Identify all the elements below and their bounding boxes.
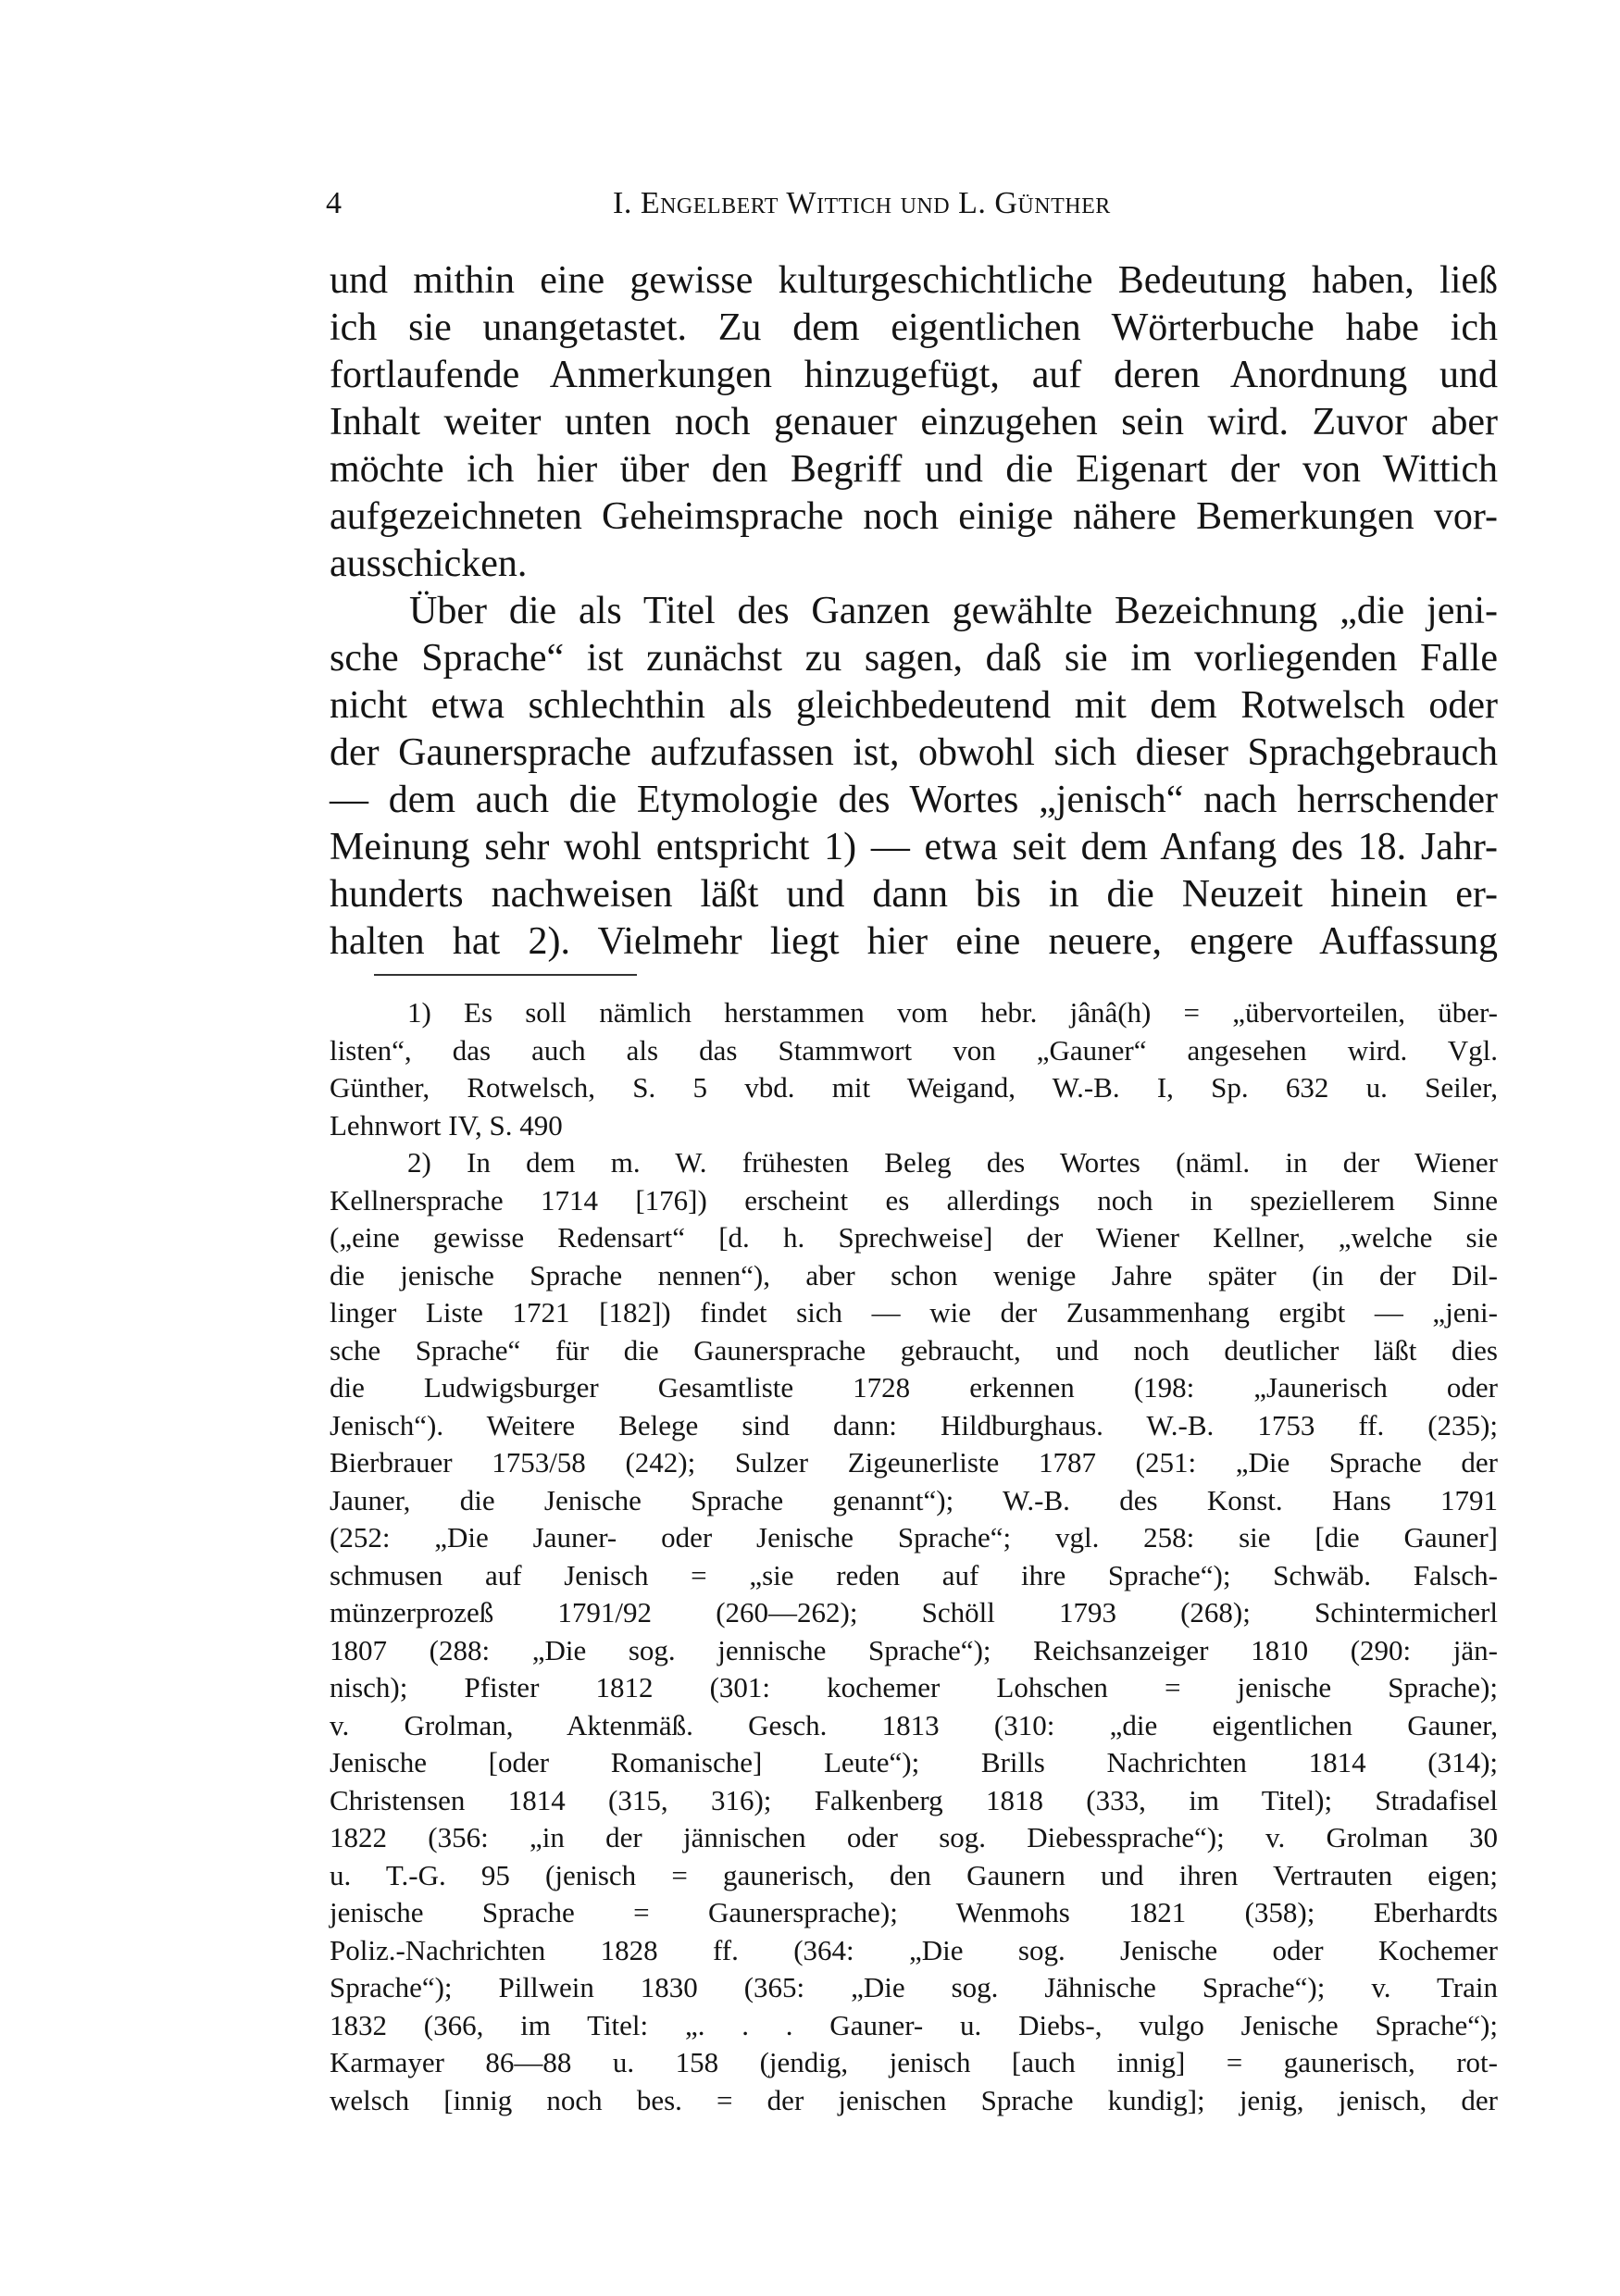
footnote-line: jenische Sprache = Gaunersprache); Wenmohs 1821 (358); Eberhardts: [330, 1896, 1498, 1928]
footnote-line: linger Liste 1721 [182]) findet sich — wie der Zusammenhang ergibt — „jeni-: [330, 1296, 1498, 1329]
text-line: Über die als Titel des Ganzen gewählte Bezeichnung „die jeni-: [409, 590, 1498, 632]
text-line: ausschicken.: [330, 543, 528, 585]
text-line: hunderts nachweisen läßt und dann bis in die Neuzeit hinein er-: [330, 873, 1498, 916]
footnote-line: 1822 (356: „in der jännischen oder sog. Diebessprache“); v. Grolman 30: [330, 1821, 1498, 1853]
text-line: nicht etwa schlechthin als gleichbedeutend mit dem Rotwelsch oder: [330, 684, 1498, 727]
text-line: — dem auch die Etymologie des Wortes „jenisch“ nach herrschender: [330, 779, 1498, 821]
footnote-line: 1832 (366, im Titel: „. . . Gauner- u. Diebs-, vulgo Jenische Sprache“);: [330, 2008, 1498, 2041]
text-line: möchte ich hier über den Begriff und die Eigenart der von Wittich: [330, 448, 1498, 491]
main-text: [330, 257, 1498, 966]
footnote-separator: [374, 974, 637, 976]
text-line: Meinung sehr wohl entspricht 1) — etwa seit dem Anfang des 18. Jahr-: [330, 826, 1498, 868]
footnote-line: u. T.-G. 95 (jenisch = gaunerisch, den Gaunern und ihren Vertrauten eigen;: [330, 1858, 1498, 1891]
text-line: fortlaufende Anmerkungen hinzugefügt, auf deren Anordnung und: [330, 354, 1498, 396]
footnote-line: (252: „Die Jauner- oder Jenische Sprache“; vgl. 258: sie [die Gauner]: [330, 1521, 1498, 1554]
footnote-line: die Ludwigsburger Gesamtliste 1728 erkennen (198: „Jaunerisch oder: [330, 1371, 1498, 1404]
footnotes: [330, 994, 1498, 2119]
footnote-line: die jenische Sprache nennen“), aber schon wenige Jahre später (in der Dil-: [330, 1258, 1498, 1292]
footnote-line: Kellnersprache 1714 [176]) erscheint es allerdings noch in speziellerem Sinne: [330, 1183, 1498, 1217]
running-title: I. Engelbert Wittich und L. Günther: [613, 186, 1111, 220]
footnote-line: Karmayer 86—88 u. 158 (jendig, jenisch [auch innig] = gaunerisch, rot-: [330, 2046, 1498, 2078]
text-line: Inhalt weiter unten noch genauer einzugehen sein wird. Zuvor aber: [330, 401, 1498, 443]
text-line: ich sie unangetastet. Zu dem eigentlichen Wörterbuche habe ich: [330, 306, 1498, 349]
footnote-line: schmusen auf Jenisch = „sie reden auf ihre Sprache“); Schwäb. Falsch-: [330, 1558, 1498, 1591]
footnote-line: Poliz.-Nachrichten 1828 ff. (364: „Die sog. Jenische oder Kochemer: [330, 1933, 1498, 1966]
footnote-line: Jenisch“). Weitere Belege sind dann: Hildburghaus. W.-B. 1753 ff. (235);: [330, 1408, 1498, 1441]
footnote-line: („eine gewisse Redensart“ [d. h. Sprechweise] der Wiener Kellner, „welche sie: [330, 1221, 1498, 1254]
footnote-line: nisch); Pfister 1812 (301: kochemer Lohschen = jenische Sprache);: [330, 1671, 1498, 1703]
footnote-line: sche Sprache“ für die Gaunersprache gebraucht, und noch deutlicher läßt dies: [330, 1333, 1498, 1366]
footnote-line: münzerprozeß 1791/92 (260—262); Schöll 1793 (268); Schintermicherl: [330, 1596, 1498, 1628]
page-number: 4: [326, 186, 342, 220]
footnote-line: Christensen 1814 (315, 316); Falkenberg 1818 (333, im Titel); Stradafisel: [330, 1783, 1498, 1816]
text-line: der Gaunersprache aufzufassen ist, obwohl sich dieser Sprachgebrauch: [330, 731, 1498, 774]
text-line: aufgezeichneten Geheimsprache noch einige nähere Bemerkungen vor-: [330, 495, 1498, 538]
text-line: und mithin eine gewisse kulturgeschichtliche Bedeutung haben, ließ: [330, 259, 1498, 302]
footnote-line: welsch [innig noch bes. = der jenischen Sprache kundig]; jenig, jenisch, der: [330, 2083, 1498, 2116]
footnote-line: 1) Es soll nämlich herstammen vom hebr. jânâ(h) = „übervorteilen, über-: [407, 996, 1498, 1029]
footnote-line: Günther, Rotwelsch, S. 5 vbd. mit Weigand, W.-B. I, Sp. 632 u. Seiler,: [330, 1071, 1498, 1104]
footnote-line: listen“, das auch als das Stammwort von „Gauner“ angesehen wird. Vgl.: [330, 1033, 1498, 1067]
footnote-line: v. Grolman, Aktenmäß. Gesch. 1813 (310: „die eigentlichen Gauner,: [330, 1708, 1498, 1741]
text-line: halten hat 2). Vielmehr liegt hier eine neuere, engere Auffassung: [330, 920, 1498, 963]
footnote-line: Bierbrauer 1753/58 (242); Sulzer Zigeunerliste 1787 (251: „Die Sprache der: [330, 1446, 1498, 1479]
footnote-line: Sprache“); Pillwein 1830 (365: „Die sog. Jähnische Sprache“); v. Train: [330, 1971, 1498, 2003]
footnote-line: Jenische [oder Romanische] Leute“); Brills Nachrichten 1814 (314);: [330, 1746, 1498, 1778]
footnote-line: 1807 (288: „Die sog. jennische Sprache“); Reichsanzeiger 1810 (290: jän-: [330, 1633, 1498, 1666]
text-line: sche Sprache“ ist zunächst zu sagen, daß sie im vorliegenden Falle: [330, 637, 1498, 680]
footnote-line: Lehnwort IV, S. 490: [330, 1108, 563, 1142]
footnote-line: 2) In dem m. W. frühesten Beleg des Wortes (näml. in der Wiener: [407, 1146, 1498, 1179]
footnote-line: Jauner, die Jenische Sprache genannt“); W.-B. des Konst. Hans 1791: [330, 1483, 1498, 1516]
